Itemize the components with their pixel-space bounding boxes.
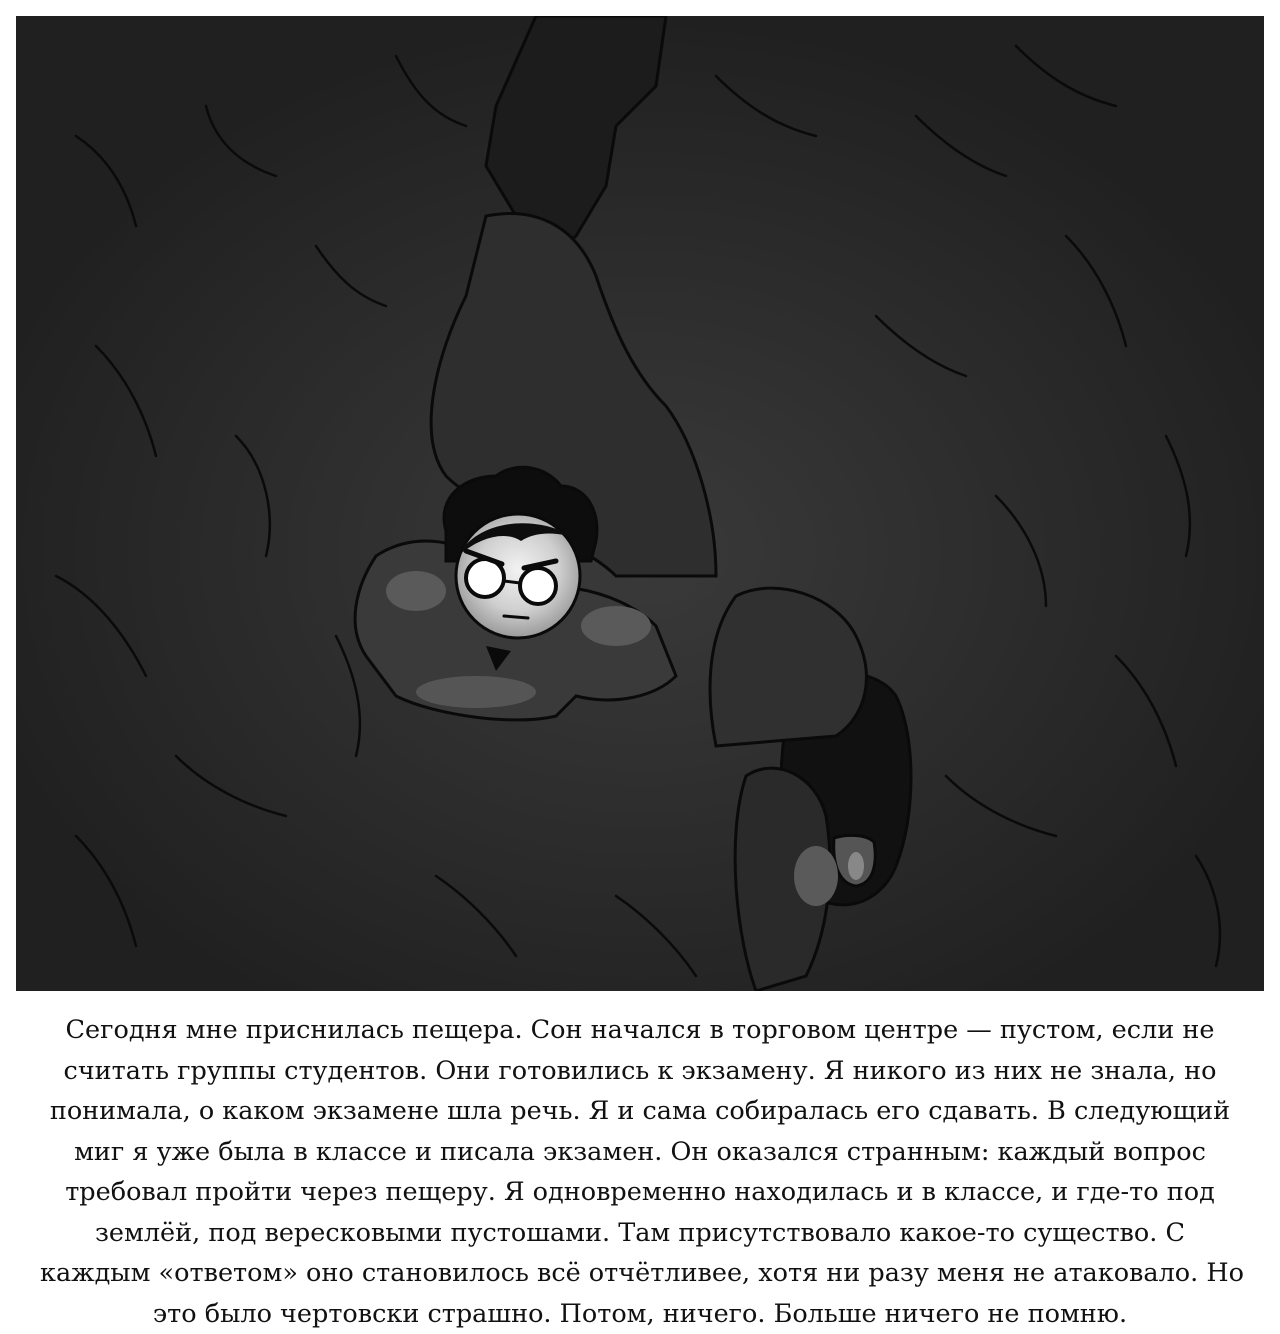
caption-line: требовал пройти через пещеру. Я одновременно находилась и в классе, и где-то под (40, 1172, 1240, 1213)
comic-panel (16, 16, 1264, 991)
tongue-highlight (848, 852, 864, 880)
caption-line: каждым «ответом» оно становилось всё отчётливее, хотя ни разу меня не атаковало. Но (40, 1253, 1240, 1294)
caption-line: понимала, о каком экзамене шла речь. Я и сама собиралась его сдавать. В следующий (40, 1091, 1240, 1132)
caption-line: миг я уже была в классе и писала экзамен. Он оказался странным: каждый вопрос (40, 1132, 1240, 1173)
caption-line: землёй, под вересковыми пустошами. Там присутствовало какое-то существо. С (40, 1213, 1240, 1254)
creature-highlight (794, 846, 838, 906)
body-highlight (416, 676, 536, 708)
caption-line: это было чертовски страшно. Потом, ничего. Больше ничего не помню. (40, 1294, 1240, 1334)
caption-line: Сегодня мне приснилась пещера. Сон начался в торговом центре — пустом, если не (40, 1010, 1240, 1051)
glasses-right-lens-icon (520, 568, 556, 604)
caption-line: считать группы студентов. Они готовились к экзамену. Я никого из них не знала, но (40, 1051, 1240, 1092)
arm-highlight (581, 606, 651, 646)
story-caption (40, 1010, 1240, 1325)
glasses-bridge (504, 581, 520, 583)
cave-illustration (16, 16, 1264, 991)
shoulder-highlight (386, 571, 446, 611)
character-mouth (504, 616, 528, 618)
